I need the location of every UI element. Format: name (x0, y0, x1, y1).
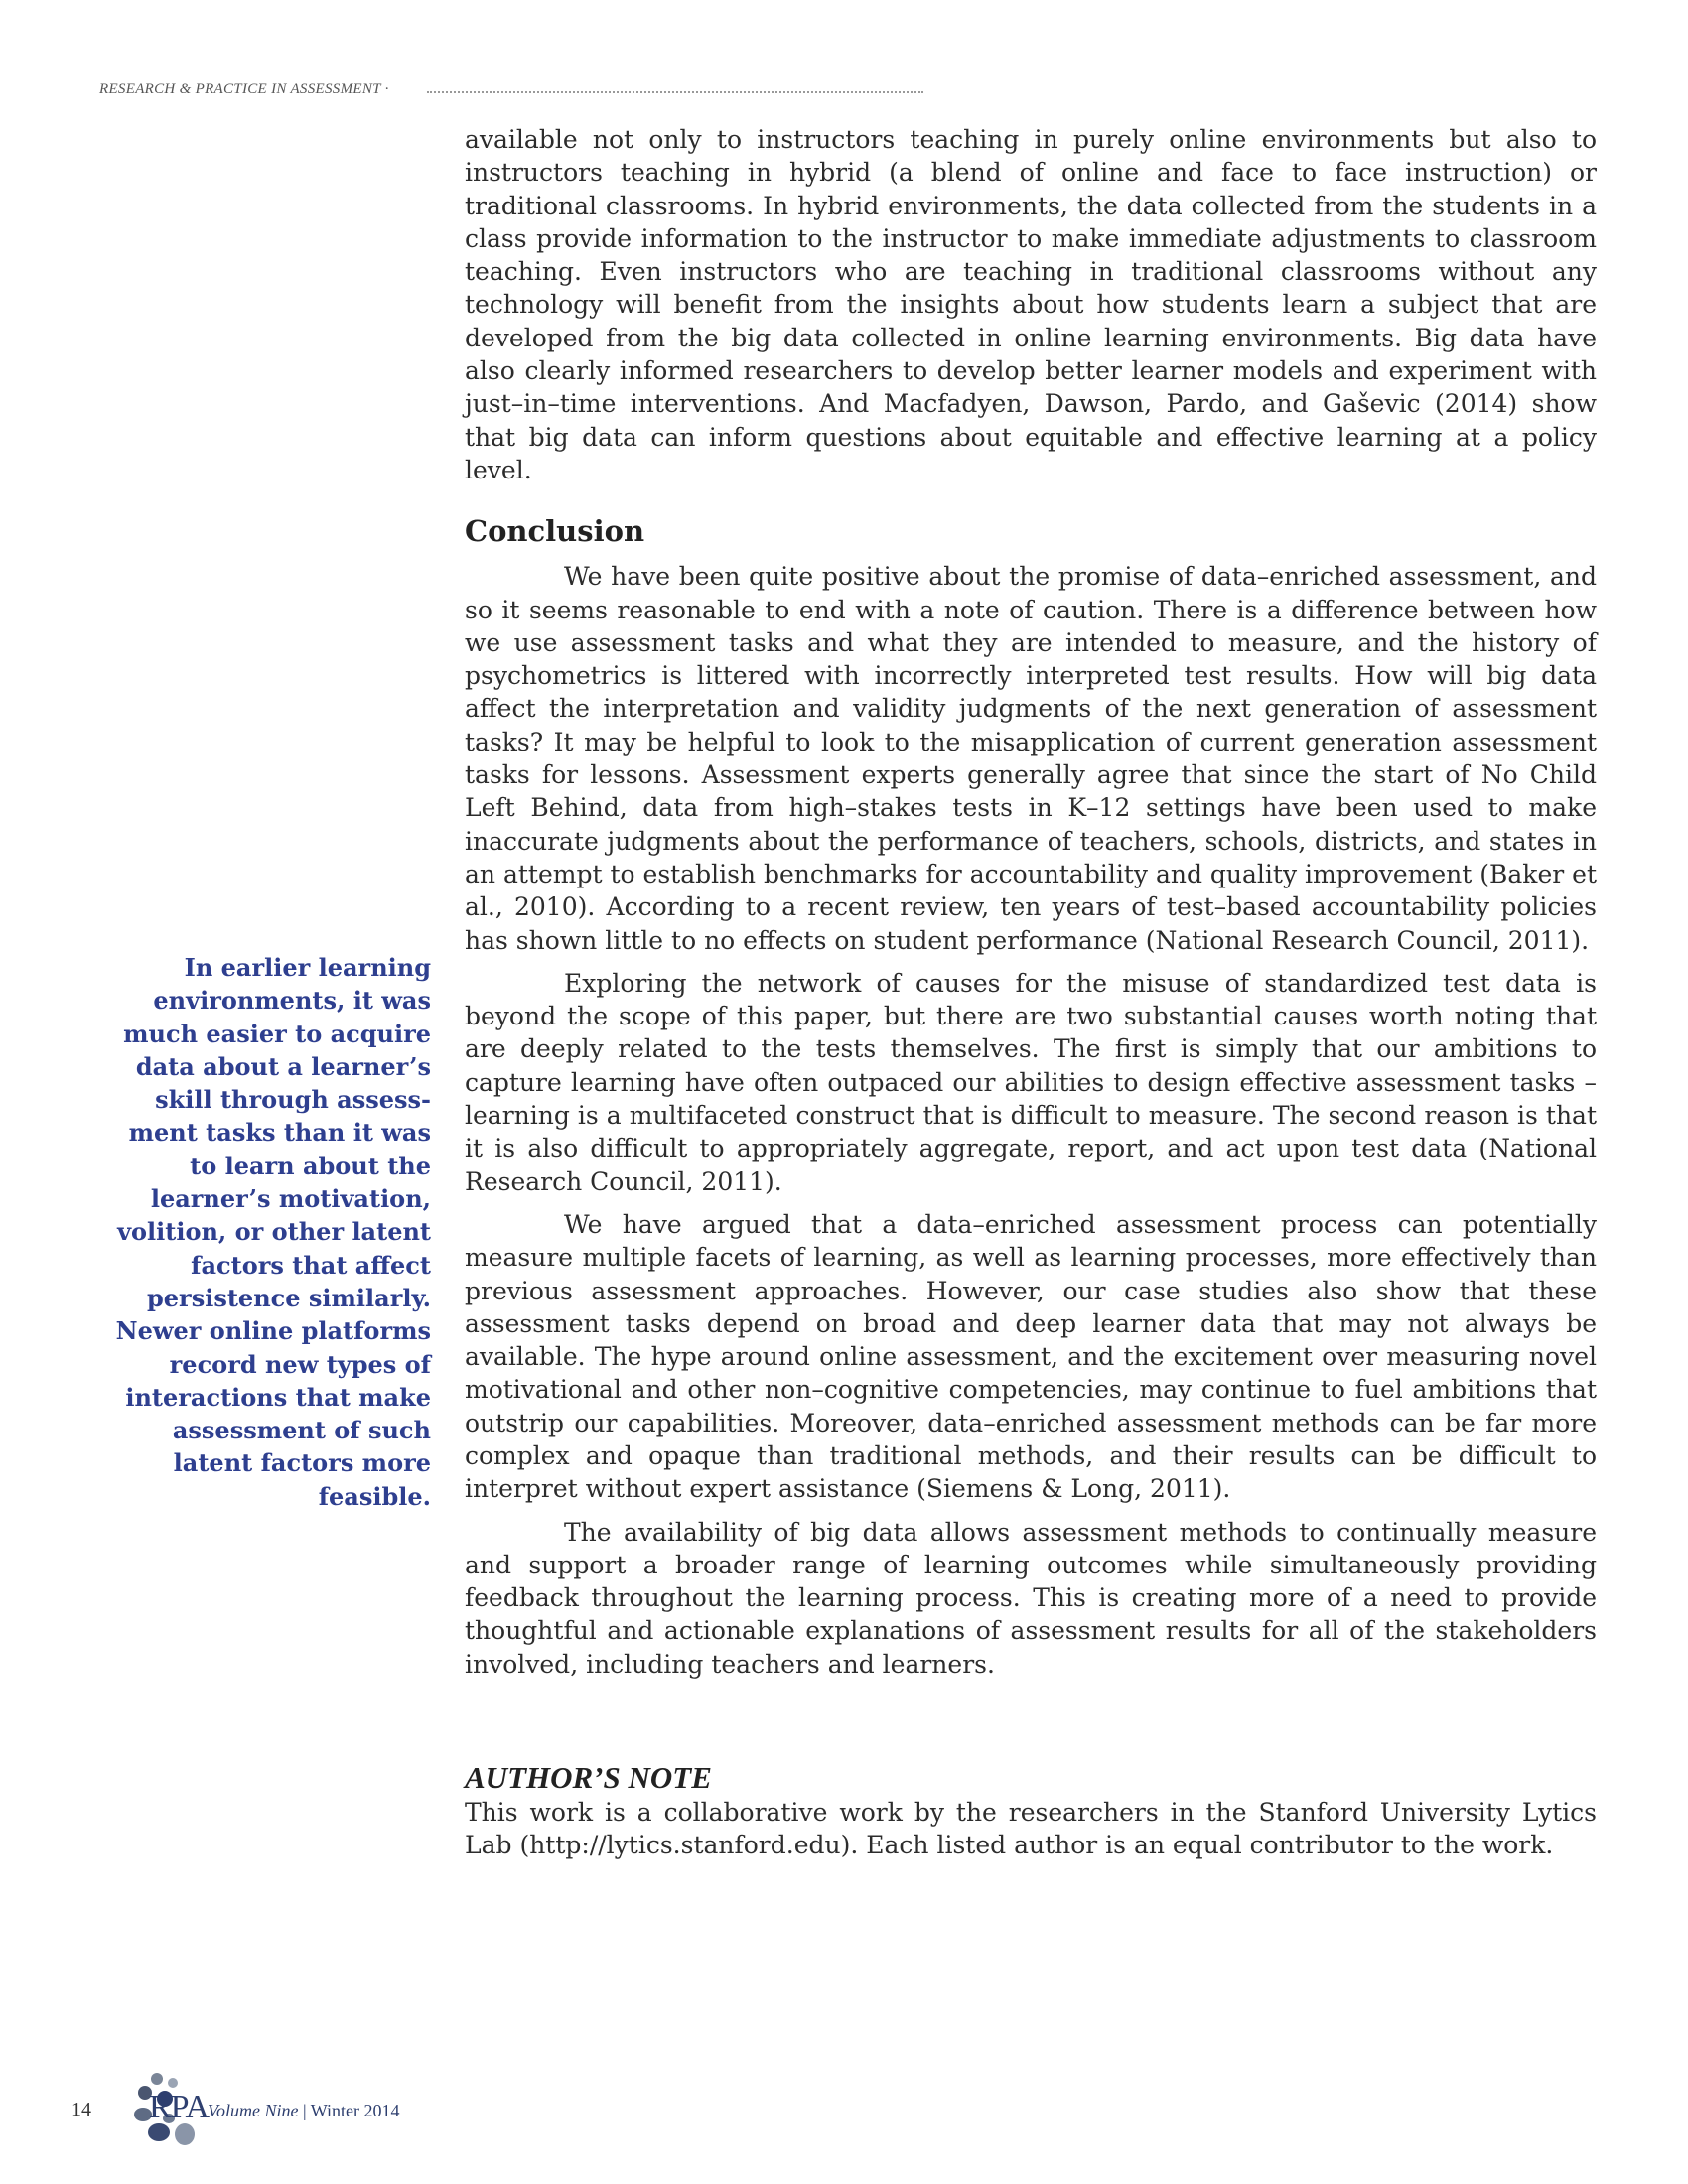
conclusion-heading: Conclusion (465, 514, 645, 549)
intro-paragraph: available not only to instructors teaching in purely online environments but also to instructors teaching in hybrid (a blend of online and face to face instruction) or traditional classrooms. In hybrid environments, the data collected from the students in a class provide information to the instructor to make immediate adjustments to classroom teaching. Even instructors who are teaching in traditional classrooms without any technology will benefit from the insights about how students learn a subject that are developed from the big data collected in online learning environments. Big data have also clearly informed researchers to develop better learner models and experiment with just–in–time interventions. And Macfadyen, Dawson, Pardo, and Gaševic (2014) show that big data can inform questions about equitable and effective learning at a policy level. (465, 125, 1597, 484)
running-head (99, 81, 389, 98)
author-note-text: This work is a collaborative work by the researchers in the Stanford University Lytics Lab (http://lytics.stanford.edu). Each listed author is an equal contributor to the work. (465, 1798, 1597, 1860)
conclusion-paragraph-2: Exploring the network of causes for the misuse of standardized test data is beyond the scope of this paper, but there are two substantial causes worth noting that are deeply related to the tests themselves. The first is simply that our ambitions to capture learning have often outpaced our abilities to design effective assessment tasks – learning is a multifaceted construct that is difficult to measure. The second reason is that it is also difficult to appropriately aggregate, report, and act upon test data (National Research Council, 2011). (465, 968, 1597, 1196)
conclusion-paragraph-1: We have been quite positive about the promise of data–enriched assessment, and so it seems reasonable to end with a note of caution. There is a difference between how we use assessment tasks and what they are intended to measure, and the history of psychometrics is littered with incorrectly interpreted test results. How will big data affect the interpretation and validity judgments of the next generation of assessment tasks? It may be helpful to look to the misapplication of current generation assessment tasks for lessons. Assessment experts generally agree that since the start of No Child Left Behind, data from high–stakes tests in K–12 settings have been used to make inaccurate judgments about the performance of teachers, schools, districts, and states in an attempt to establish benchmarks for accountability and quality improvement (Baker et al., 2010). According to a recent review, ten years of test–based accountability policies has shown little to no effects on student performance (National Research Council, 2011). (465, 562, 1597, 955)
main-column (465, 123, 1597, 1862)
running-head-title: RESEARCH & PRACTICE IN ASSESSMENT (99, 81, 381, 97)
sidebar-pullquote: In earlier learning environments, it was much easier to acquire data about a learner’s skill through assess-ment tasks than it was to learn about the learner’s motivation, volition, or other latent factors that affect persistence similarly. Newer online platforms record new types of interactions that make assessment of such latent factors more feasible. (115, 953, 431, 1511)
logo-text: RPA (149, 2089, 210, 2125)
volume-separator: | (298, 2101, 311, 2120)
volume-issue (208, 2101, 400, 2121)
volume-label: Volume Nine (208, 2101, 299, 2120)
conclusion-paragraph-3: We have argued that a data–enriched assessment process can potentially measure multiple facets of learning, as well as learning processes, more effectively than previous assessment approaches. However, our case studies also show that these assessment tasks depend on broad and deep learner data that may not always be available. The hype around online assessment, and the excitement over measuring novel motivational and other non–cognitive competencies, may continue to fuel ambitions that outstrip our capabilities. Moreover, data–enriched assessment methods can be far more complex and opaque than traditional methods, and their results can be difficult to interpret without expert assistance (Siemens & Long, 2011). (465, 1209, 1597, 1504)
issue-label: Winter 2014 (310, 2101, 400, 2120)
conclusion-paragraph-4: The availability of big data allows assessment methods to continually measure and support a broader range of learning outcomes while simultaneously providing feedback throughout the learning process. This is creating more of a need to provide thoughtful and actionable explanations of assessment results for all of the stakeholders involved, including teachers and learners. (465, 1517, 1597, 1679)
author-note-heading: AUTHOR’S NOTE (465, 1760, 712, 1796)
header-dotted-rule (427, 91, 923, 93)
running-head-dots: · (384, 81, 389, 97)
page-footer (71, 2071, 489, 2150)
page-number: 14 (71, 2099, 91, 2120)
